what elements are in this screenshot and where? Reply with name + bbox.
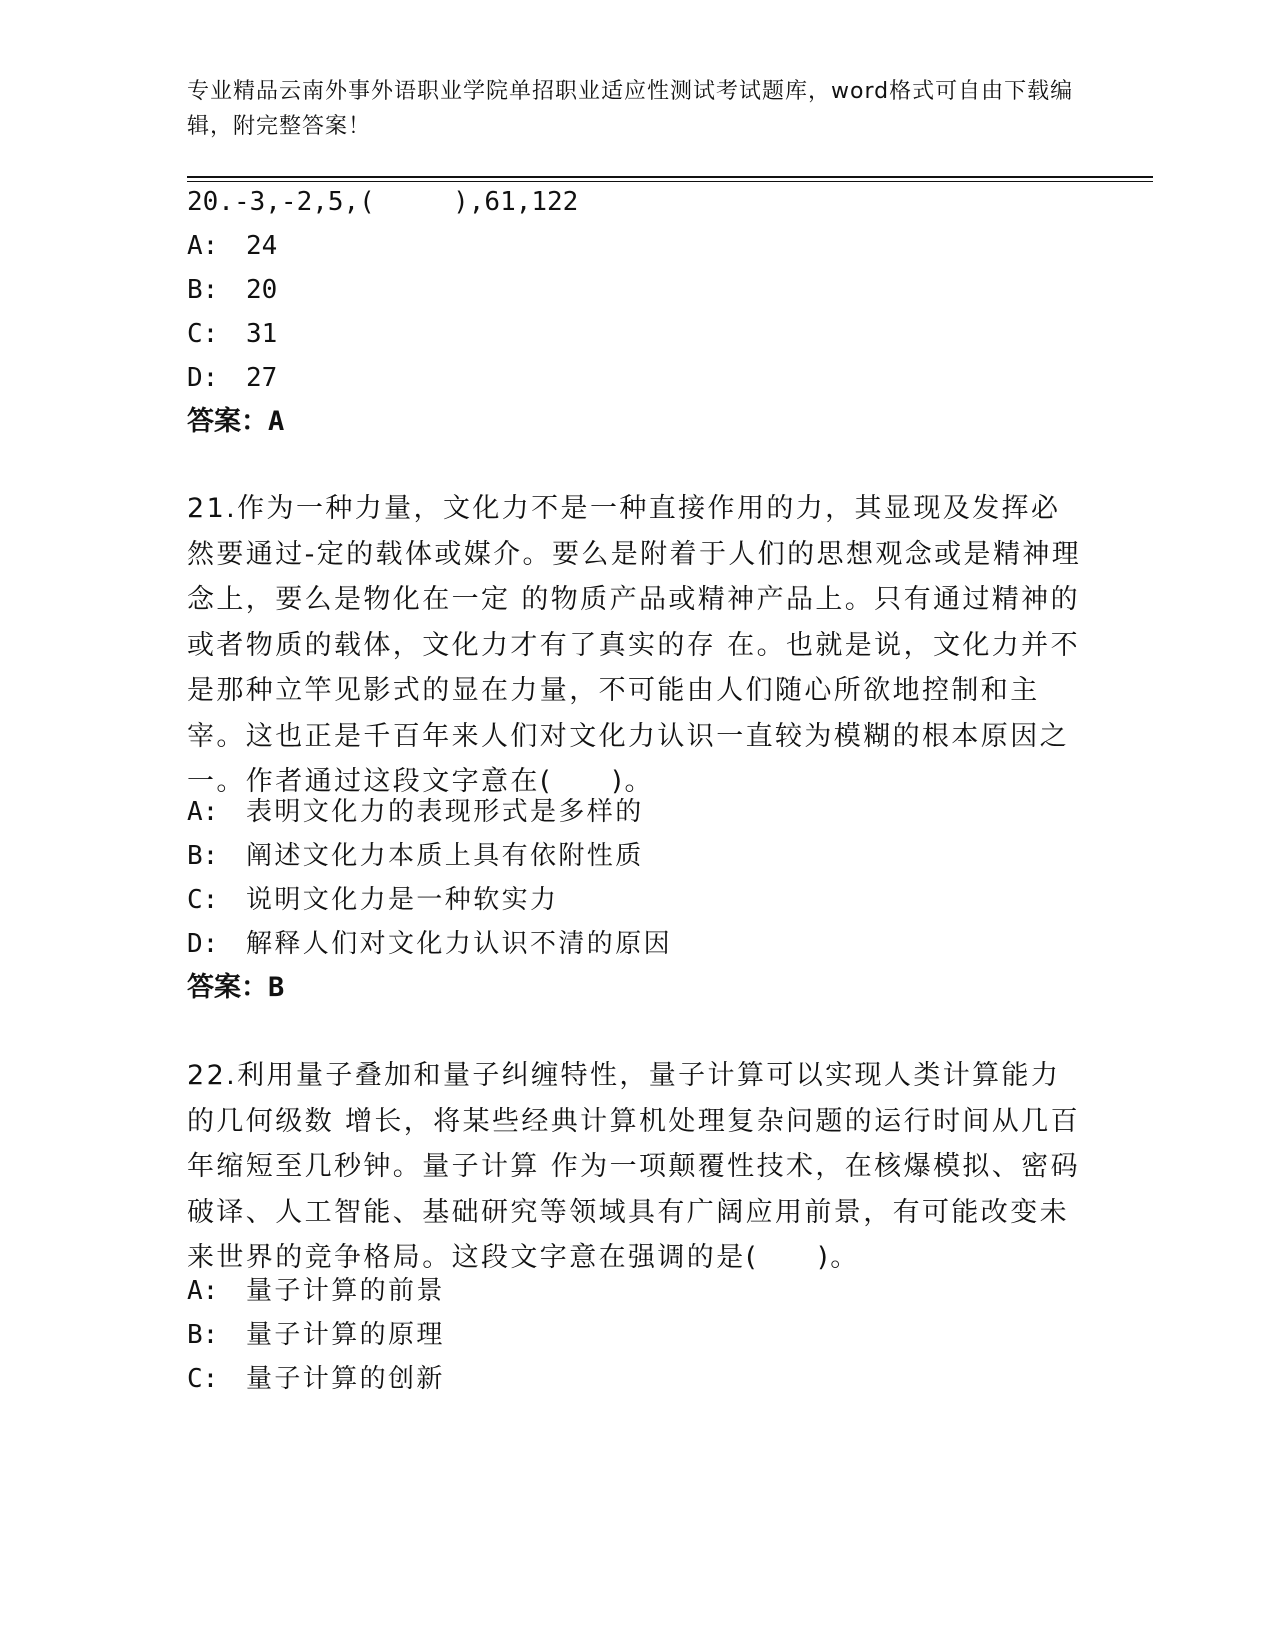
answer-label: 答案： xyxy=(187,972,268,1003)
option-text: 31 xyxy=(246,319,278,349)
option-letter: C: xyxy=(187,885,219,915)
header-rule-thick xyxy=(187,176,1153,178)
option-text: 量子计算的原理 xyxy=(246,1320,445,1350)
q22-option-c xyxy=(187,1356,445,1402)
answer-value: A xyxy=(268,406,285,437)
option-letter: A: xyxy=(187,1276,219,1306)
option-text: 24 xyxy=(246,231,278,261)
option-text: 阐述文化力本质上具有依附性质 xyxy=(246,841,644,871)
option-text: 解释人们对文化力认识不清的原因 xyxy=(246,929,673,959)
option-letter: A: xyxy=(187,231,219,261)
q21-option-b xyxy=(187,833,644,879)
q20-option-b xyxy=(187,267,277,313)
q22-stem: 22.利用量子叠加和量子纠缠特性，量子计算可以实现人类计算能力的几何级数 增长，将某些经典计算机处理复杂问题的运行时间从几百年缩短至几秒钟。量子计算 作为一项颠覆性技术，在核爆模拟、密码破译、人工智能、基础研究等领域具有广阔应用前景，有可能改变未来世界的竞争格局。这段文字意在强调的是( )。 xyxy=(187,1060,1080,1273)
option-text: 27 xyxy=(246,363,278,393)
answer-value: B xyxy=(268,972,285,1003)
option-letter: A: xyxy=(187,797,219,827)
q21-option-a xyxy=(187,789,644,835)
option-letter: D: xyxy=(187,929,219,959)
option-letter: D: xyxy=(187,363,219,393)
option-text: 20 xyxy=(246,275,278,305)
q21-option-d xyxy=(187,921,672,967)
q21-answer xyxy=(187,965,284,1011)
q20-option-d xyxy=(187,355,277,401)
document-header: 专业精品云南外事外语职业学院单招职业适应性测试考试题库，word格式可自由下载编辑，附完整答案！ xyxy=(187,79,1074,139)
answer-label: 答案： xyxy=(187,406,268,437)
option-letter: C: xyxy=(187,1364,219,1394)
q22-option-b xyxy=(187,1312,445,1358)
q21-option-c xyxy=(187,877,558,923)
q22-option-a xyxy=(187,1268,445,1314)
option-letter: C: xyxy=(187,319,219,349)
option-text: 量子计算的前景 xyxy=(246,1276,445,1306)
q20-answer xyxy=(187,399,284,445)
option-letter: B: xyxy=(187,841,219,871)
option-text: 量子计算的创新 xyxy=(246,1364,445,1394)
q20-option-a xyxy=(187,223,277,269)
q20-stem: 20.-3,-2,5,( ),61,122 xyxy=(187,187,579,217)
q20-option-c xyxy=(187,311,277,357)
option-text: 表明文化力的表现形式是多样的 xyxy=(246,797,644,827)
option-letter: B: xyxy=(187,1320,219,1350)
q21-stem: 21.作为一种力量，文化力不是一种直接作用的力，其显现及发挥必然要通过-定的载体或媒介。要么是附着于人们的思想观念或是精神理念上，要么是物化在一定 的物质产品或精神产品上。只有通过精神的或者物质的载体，文化力才有了真实的存 在。也就是说，文化力并不是那种立竿见影式的显在力量，不可能由人们随心所欲地控制和主宰。这也正是千百年来人们对文化力认识一直较为模糊的根本原因之一。作者通过这段文字意在( )。 xyxy=(187,493,1082,797)
option-text: 说明文化力是一种软实力 xyxy=(246,885,559,915)
option-letter: B: xyxy=(187,275,219,305)
